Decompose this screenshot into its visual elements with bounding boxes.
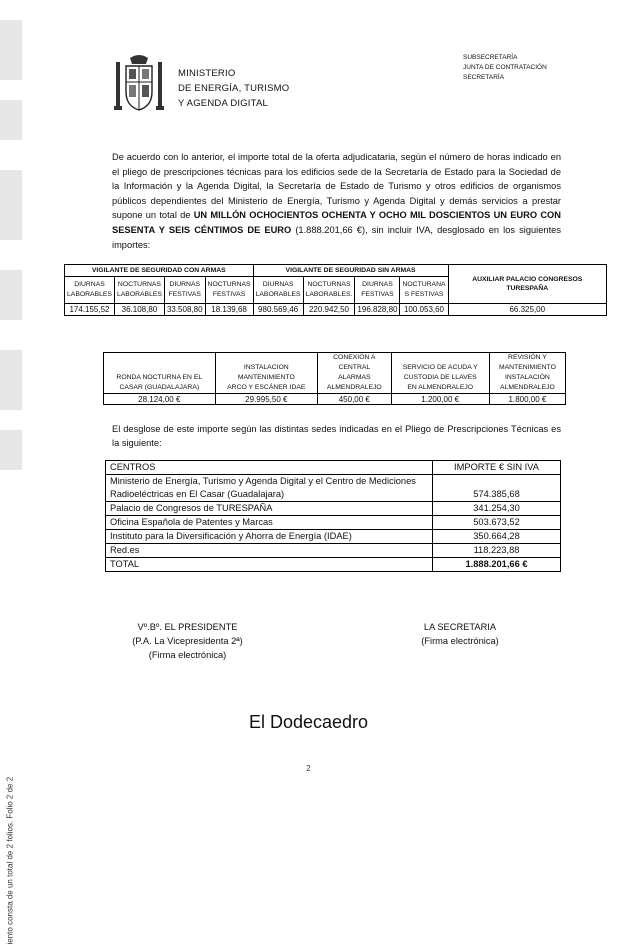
table-cell: 33.508,80 [164,304,205,316]
table-cell: 36.108,80 [114,304,164,316]
footer-brand: El Dodecaedro [248,712,369,732]
intro-paragraph [112,150,561,252]
column-header: NOCTURNAS FESTIVAS [205,277,253,304]
department-header [463,53,547,83]
column-header: CONEXIÓN A CENTRAL ALARMAS ALMENDRALEJO [318,353,392,394]
column-header-amount: IMPORTE € SIN IVA [433,461,561,475]
column-header-centres: CENTROS [106,461,433,475]
centre-amount: 118.223,88 [433,544,561,558]
column-header: RONDA NOCTURNA EN EL CASAR (GUADALAJARA) [104,353,216,394]
watermark-block [0,100,22,140]
centre-name: Oficina Española de Patentes y Marcas [106,516,433,530]
watermark-block [0,170,22,240]
signature-president [120,620,255,662]
department-line: SUBSECRETARÍA [463,54,518,61]
table-row [65,304,607,316]
ministry-line: MINISTERIO [178,68,236,79]
column-header: NOCTURNAS LABORABLES [114,277,164,304]
total-amount: 1.888.201,66 € [433,558,561,572]
side-note: iento consta de un total de 2 folios. Folio 2 de 2 [5,776,15,945]
table-row [106,502,561,516]
table-row [106,475,561,502]
centre-name: Red.es [106,544,433,558]
table-row [106,516,561,530]
column-header: INSTALACION MANTENIMIENTO ARCO Y ESCÁNER IDAE [215,353,317,394]
signature-line: (Firma electrónica) [148,650,227,660]
group-header-unarmed: VIGILANTE DE SEGURIDAD SIN ARMAS [253,265,448,277]
table-cell: 1.200,00 € [391,394,489,405]
column-header: REVISIÓN Y MANTENIMIENTO INSTALACIÓN ALMENDRALEJO [489,353,565,394]
column-header: DIURNAS FESTIVAS [355,277,400,304]
table-row [106,544,561,558]
signature-line: (Firma electrónica) [421,636,499,646]
column-header: DIURNAS FESTIVAS [164,277,205,304]
table-cell: 174.155,52 [65,304,115,316]
watermark-block [0,270,22,320]
amount-in-words: UN MILLÓN OCHOCIENTOS OCHENTA Y OCHO MIL DOSCIENTOS UN EURO CON SESENTA Y SEIS CÉNTIMOS DE EURO [112,210,561,235]
department-line: JUNTA DE CONTRATACIÓN [463,64,547,71]
centre-name: Instituto para la Diversificación y Ahorra de Energía (IDAE) [106,530,433,544]
column-header: NOCTURNAS LABORABLES. [303,277,355,304]
page-number: 2 [306,764,311,773]
table-cell: 980.569,46 [253,304,303,316]
security-hours-table [64,264,607,316]
total-label: TOTAL [106,558,433,572]
table-row [106,530,561,544]
ministry-line: DE ENERGÍA, TURISMO [178,83,290,94]
column-header: NOCTURANA S FESTIVAS [400,277,448,304]
group-header-auxiliary: AUXILIAR PALACIO CONGRESOS TURESPAÑA [448,265,606,304]
department-line: SECRETARÍA [463,74,505,81]
centre-amount: 341.254,30 [433,502,561,516]
signature-line: (P.A. La Vicepresidenta 2ª) [132,636,243,646]
table-cell: 100.053,60 [400,304,448,316]
table-cell: 196.828,80 [355,304,400,316]
centre-amount: 574.385,68 [433,475,561,502]
table-row [104,394,566,405]
centre-amount: 503.673,52 [433,516,561,530]
centre-name: Palacio de Congresos de TURESPAÑA [106,502,433,516]
coat-of-arms-icon [112,52,166,116]
table-cell: 28.124,00 € [104,394,216,405]
centre-name: Ministerio de Energía, Turismo y Agenda Digital y el Centro de Mediciones Radioeléctricas en El Casar (Guadalajara) [106,475,433,502]
ministry-line: Y AGENDA DIGITAL [178,98,268,109]
table-cell: 1.800,00 € [489,394,565,405]
table-cell: 66.325,00 [448,304,606,316]
ministry-name [178,66,289,111]
total-row [106,558,561,572]
column-header: DIURNAS LABORABLES [65,277,115,304]
other-services-table [103,352,566,405]
watermark-block [0,350,22,410]
breakdown-paragraph: El desglose de este importe según las distintas sedes indicadas en el Pliego de Prescripciones Técnicas es la siguiente: [112,424,561,448]
table-cell: 220.942,50 [303,304,355,316]
signature-line: LA SECRETARIA [423,622,497,632]
signature-line: Vº.Bº. EL PRESIDENTE [137,622,238,632]
table-cell: 450,00 € [318,394,392,405]
watermark-block [0,20,22,80]
table-cell: 18.139,68 [205,304,253,316]
column-header: DIURNAS LABORABLES [253,277,303,304]
paragraph-text: (1.888.201,66 €), sin incluir IVA, desglosado en los siguientes importes: [112,224,561,250]
column-header: SERVICIO DE ACUDA Y CUSTODIA DE LLAVES EN ALMENDRALEJO [391,353,489,394]
group-header-armed: VIGILANTE DE SEGURIDAD CON ARMAS [65,265,254,277]
table-cell: 29.995,50 € [215,394,317,405]
centres-breakdown-table [105,460,561,572]
paragraph-text: De acuerdo con lo anterior, el importe total de la oferta adjudicataria, según el número de horas indicado en el pliego de prescripciones técnicas para los edificios sede de la Secretaría de Estado para la Sociedad de la Información y la Agenda Digital, la Secretaría de Estado de Turismo y otros edificios de organismos públicos dependientes del Ministerio de Energía, Turismo y Agenda Digital y demás servicios a prestar supone un total de [112,152,561,221]
signature-secretary [400,620,520,648]
centre-amount: 350.664,28 [433,530,561,544]
